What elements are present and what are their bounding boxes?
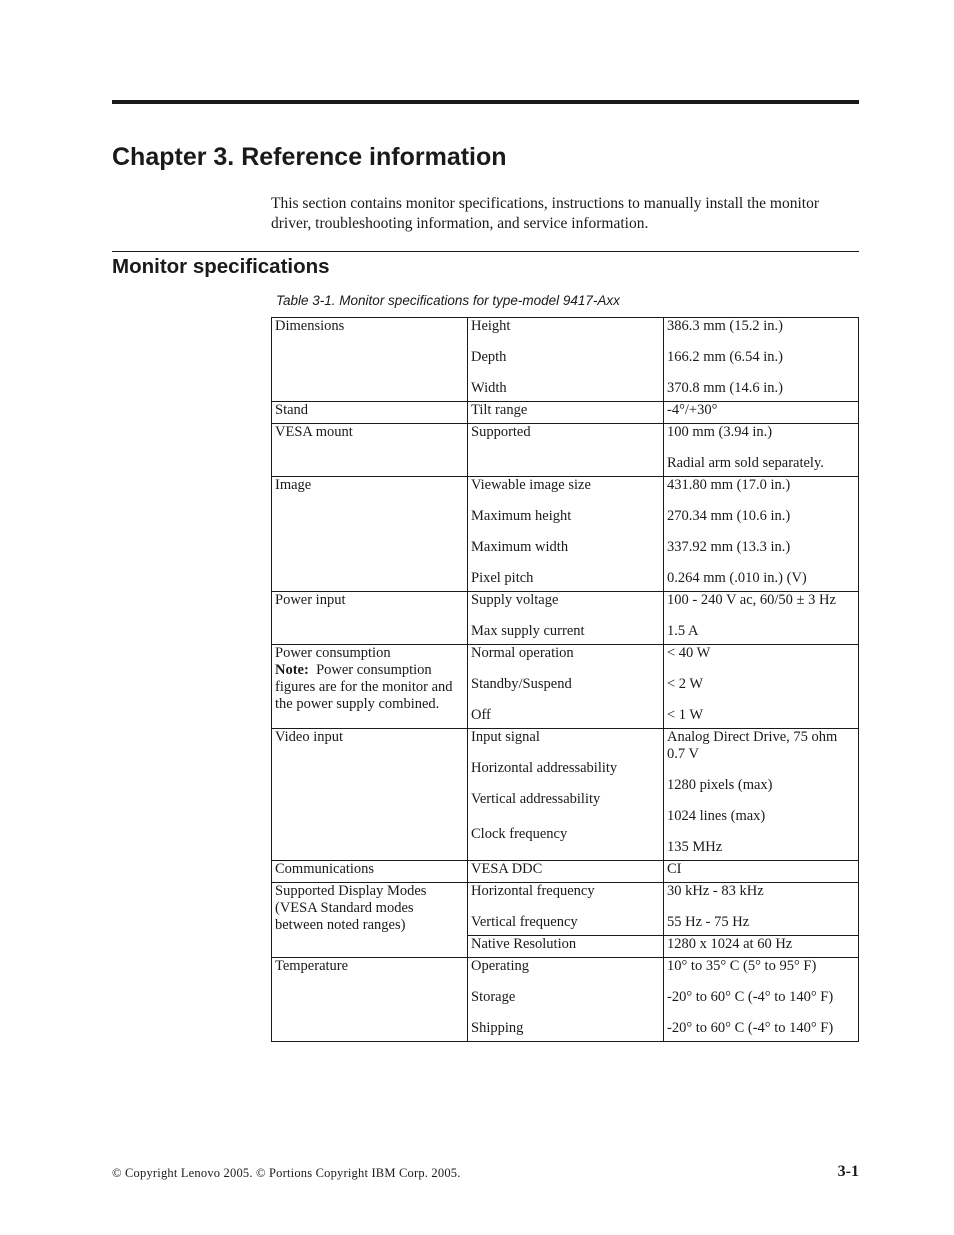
item-value: -4°/+30° <box>667 402 718 418</box>
item-label: Max supply current <box>471 623 585 639</box>
row-items <box>468 318 664 402</box>
section-title: Monitor specifications <box>112 255 330 278</box>
page-number: 3-1 <box>837 1163 859 1180</box>
item-value: 1.5 A <box>667 623 699 639</box>
row-values <box>664 424 859 477</box>
item-value: 270.34 mm (10.6 in.) <box>667 508 791 524</box>
chapter-title: Chapter 3. Reference information <box>112 143 507 171</box>
row-items <box>468 424 664 477</box>
table-row <box>272 958 859 1042</box>
row-category: Stand <box>272 402 468 424</box>
item-label: Native Resolution <box>471 936 577 952</box>
row-category: Supported Display Modes (VESA Standard modes between noted ranges) <box>272 883 468 958</box>
item-value: < 1 W <box>667 707 704 723</box>
item-label: Input signal <box>471 729 540 745</box>
row-items <box>468 402 664 424</box>
item-label: Maximum width <box>471 539 569 555</box>
item-label: Storage <box>471 989 516 1005</box>
item-label: VESA DDC <box>471 861 543 877</box>
row-category: Temperature <box>272 958 468 1042</box>
row-values <box>664 477 859 592</box>
item-value: 370.8 mm (14.6 in.) <box>667 380 783 396</box>
row-items <box>468 958 664 1042</box>
item-value: 166.2 mm (6.54 in.) <box>667 349 783 365</box>
row-values <box>664 318 859 402</box>
table-row <box>272 861 859 883</box>
item-value: Radial arm sold separately. <box>667 455 824 471</box>
table-caption: Table 3-1. Monitor specifications for type-model 9417-Axx <box>276 293 620 308</box>
item-value: 1024 lines (max) <box>667 808 766 824</box>
item-value: Analog Direct Drive, 75 ohm 0.7 V <box>667 729 838 762</box>
item-value: -20° to 60° C (-4° to 140° F) <box>667 1020 834 1036</box>
row-values <box>664 645 859 729</box>
item-label: Shipping <box>471 1020 524 1036</box>
item-value: 135 MHz <box>667 839 723 855</box>
item-value: 1280 pixels (max) <box>667 777 773 793</box>
row-items <box>468 729 664 861</box>
table-row <box>272 402 859 424</box>
item-label: Maximum height <box>471 508 572 524</box>
item-value: 431.80 mm (17.0 in.) <box>667 477 791 493</box>
row-values <box>664 402 859 424</box>
item-value: 100 - 240 V ac, 60/50 ± 3 Hz <box>667 592 836 608</box>
item-value: 55 Hz - 75 Hz <box>667 914 750 930</box>
row-items <box>468 645 664 729</box>
row-values <box>664 883 859 936</box>
row-values <box>664 936 859 958</box>
table-row <box>272 729 859 861</box>
item-value: -20° to 60° C (-4° to 140° F) <box>667 989 834 1005</box>
item-label: Supported <box>471 424 531 440</box>
row-values <box>664 958 859 1042</box>
item-value: 386.3 mm (15.2 in.) <box>667 318 783 334</box>
item-label: Width <box>471 380 507 396</box>
row-category: VESA mount <box>272 424 468 477</box>
item-value: < 2 W <box>667 676 704 692</box>
row-values <box>664 729 859 861</box>
row-category: Power input <box>272 592 468 645</box>
item-value: < 40 W <box>667 645 711 661</box>
item-label: Supply voltage <box>471 592 559 608</box>
table-row <box>272 592 859 645</box>
item-label: Depth <box>471 349 507 365</box>
row-items <box>468 592 664 645</box>
item-label: Vertical frequency <box>471 914 578 930</box>
item-value: 100 mm (3.94 in.) <box>667 424 773 440</box>
table-row <box>272 645 859 729</box>
item-value: 30 kHz - 83 kHz <box>667 883 764 899</box>
item-label: Horizontal frequency <box>471 883 595 899</box>
item-label: Height <box>471 318 511 334</box>
table-row <box>272 883 859 936</box>
item-label: Normal operation <box>471 645 574 661</box>
item-label: Viewable image size <box>471 477 591 493</box>
item-value: 10° to 35° C (5° to 95° F) <box>667 958 817 974</box>
row-items <box>468 936 664 958</box>
item-label: Pixel pitch <box>471 570 534 586</box>
top-rule <box>112 100 859 104</box>
item-label: Horizontal addressability <box>471 760 618 776</box>
row-category: Power consumption Note: Power consumption figures are for the monitor and the power supply combined. <box>272 645 468 729</box>
row-category: Video input <box>272 729 468 861</box>
section-rule <box>112 251 859 252</box>
intro-paragraph: This section contains monitor specifications, instructions to manually install the monitor driver, troubleshooting information, and service information. <box>271 195 820 232</box>
note-text: Power consumption figures are for the monitor and the power supply combined. <box>275 662 453 712</box>
item-label: Clock frequency <box>471 826 568 842</box>
item-value: 0.264 mm (.010 in.) (V) <box>667 570 807 586</box>
item-value: CI <box>667 861 682 877</box>
table-row <box>272 424 859 477</box>
specifications-table <box>271 317 859 1042</box>
row-category: Dimensions <box>272 318 468 402</box>
table-row <box>272 318 859 402</box>
item-label: Tilt range <box>471 402 528 418</box>
row-items <box>468 477 664 592</box>
item-value: 1280 x 1024 at 60 Hz <box>667 936 793 952</box>
footer-copyright: © Copyright Lenovo 2005. © Portions Copyright IBM Corp. 2005. <box>112 1166 461 1180</box>
row-category: Image <box>272 477 468 592</box>
table-row <box>272 477 859 592</box>
item-label: Vertical addressability <box>471 791 601 807</box>
row-items <box>468 861 664 883</box>
item-label: Off <box>471 707 491 723</box>
item-label: Operating <box>471 958 529 974</box>
item-value: 337.92 mm (13.3 in.) <box>667 539 791 555</box>
row-values <box>664 861 859 883</box>
note-label: Note: <box>275 662 309 678</box>
row-category: Communications <box>272 861 468 883</box>
item-label: Standby/Suspend <box>471 676 572 692</box>
note <box>275 662 464 713</box>
row-items <box>468 883 664 936</box>
row-values <box>664 592 859 645</box>
